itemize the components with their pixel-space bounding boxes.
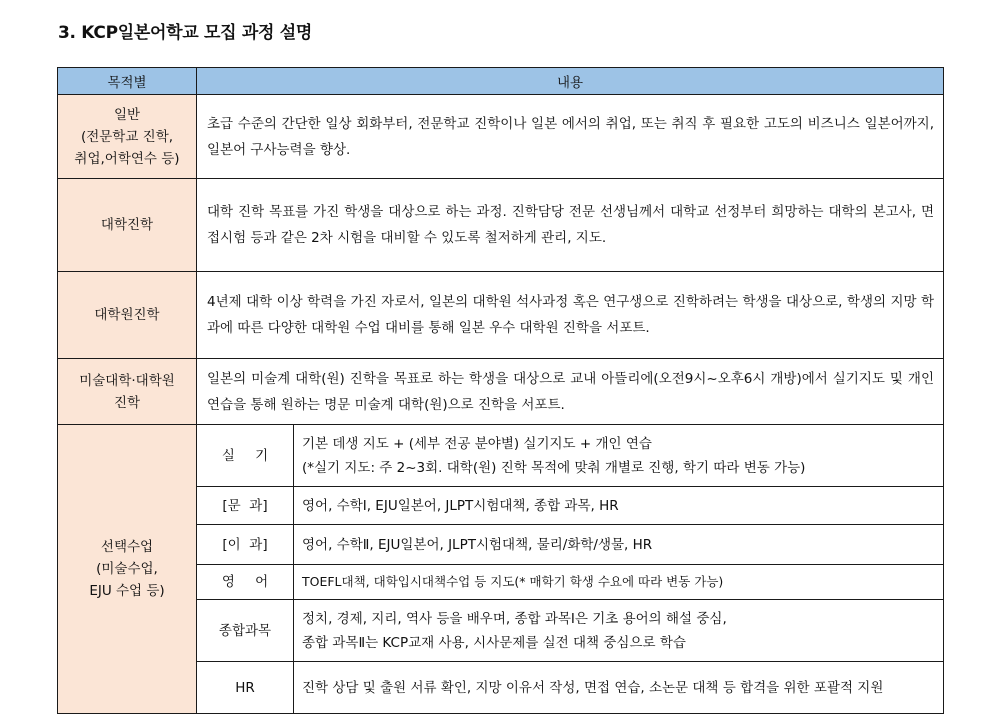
elective-desc-english: TOEFL대책, 대학입시대책수업 등 지도(* 매학기 학생 수요에 따라 변동 가능)	[294, 565, 944, 600]
category-graduate: 대학원진학	[58, 272, 197, 359]
content-graduate: 4년제 대학 이상 학력을 가진 자로서, 일본의 대학원 석사과정 혹은 연구생으로 진학하려는 학생을 대상으로, 학생의 지망 학과에 따른 다양한 대학원 수업 대비를 통해 일본 우수 대학원 진학을 서포트.	[197, 272, 944, 359]
page-title: 3. KCP일본어학교 모집 과정 설명	[58, 23, 312, 43]
header-purpose: 목적별	[58, 68, 197, 95]
table-row	[58, 95, 944, 179]
elective-desc-science: 영어, 수학Ⅱ, EJU일본어, JLPT시험대책, 물리/화학/생물, HR	[294, 525, 944, 565]
elective-label-science: [이 과]	[197, 525, 294, 565]
table-row	[58, 272, 944, 359]
elective-label-english: 영 어	[197, 565, 294, 600]
category-university: 대학진학	[58, 179, 197, 272]
table-row	[58, 359, 944, 425]
content-art: 일본의 미술계 대학(원) 진학을 목표로 하는 학생을 대상으로 교내 아뜰리에(오전9시~오후6시 개방)에서 실기지도 및 개인 연습을 통해 원하는 명문 미술계 대학(원)으로 진학을 서포트.	[197, 359, 944, 425]
content-university: 대학 진학 목표를 가진 학생을 대상으로 하는 과정. 진학담당 전문 선생님께서 대학교 선정부터 희망하는 대학의 본고사, 면접시험 등과 같은 2차 시험을 대비할 수 있도록 철저하게 관리, 지도.	[197, 179, 944, 272]
category-art: 미술대학·대학원 진학	[58, 359, 197, 425]
elective-desc-humanities: 영어, 수학Ⅰ, EJU일본어, JLPT시험대책, 종합 과목, HR	[294, 487, 944, 525]
elective-desc-practice: 기본 데생 지도 + (세부 전공 분야별) 실기지도 + 개인 연습 (*실기 지도: 주 2~3회. 대학(원) 진학 목적에 맞춰 개별로 진행, 학기 따라 변동 가능)	[294, 425, 944, 487]
table-row	[58, 179, 944, 272]
elective-desc-hr: 진학 상담 및 출원 서류 확인, 지망 이유서 작성, 면접 연습, 소논문 대책 등 합격을 위한 포괄적 지원	[294, 662, 944, 714]
content-general: 초급 수준의 간단한 일상 회화부터, 전문학교 진학이나 일본 에서의 취업, 또는 취직 후 필요한 고도의 비즈니스 일본어까지, 일본어 구사능력을 향상.	[197, 95, 944, 179]
category-elective: 선택수업 (미술수업, EJU 수업 등)	[58, 425, 197, 714]
elective-label-general-subjects: 종합과목	[197, 600, 294, 662]
category-general: 일반 (전문학교 진학, 취업,어학연수 등)	[58, 95, 197, 179]
elective-label-humanities: [문 과]	[197, 487, 294, 525]
elective-label-practice: 실 기	[197, 425, 294, 487]
elective-desc-general-subjects: 정치, 경제, 지리, 역사 등을 배우며, 종합 과목Ⅰ은 기초 용어의 해설 중심, 종합 과목Ⅱ는 KCP교재 사용, 시사문제를 실전 대책 중심으로 학습	[294, 600, 944, 662]
elective-row	[58, 425, 944, 487]
course-table	[57, 67, 944, 714]
elective-label-hr: HR	[197, 662, 294, 714]
table-header-row	[58, 68, 944, 95]
header-content: 내용	[197, 68, 944, 95]
